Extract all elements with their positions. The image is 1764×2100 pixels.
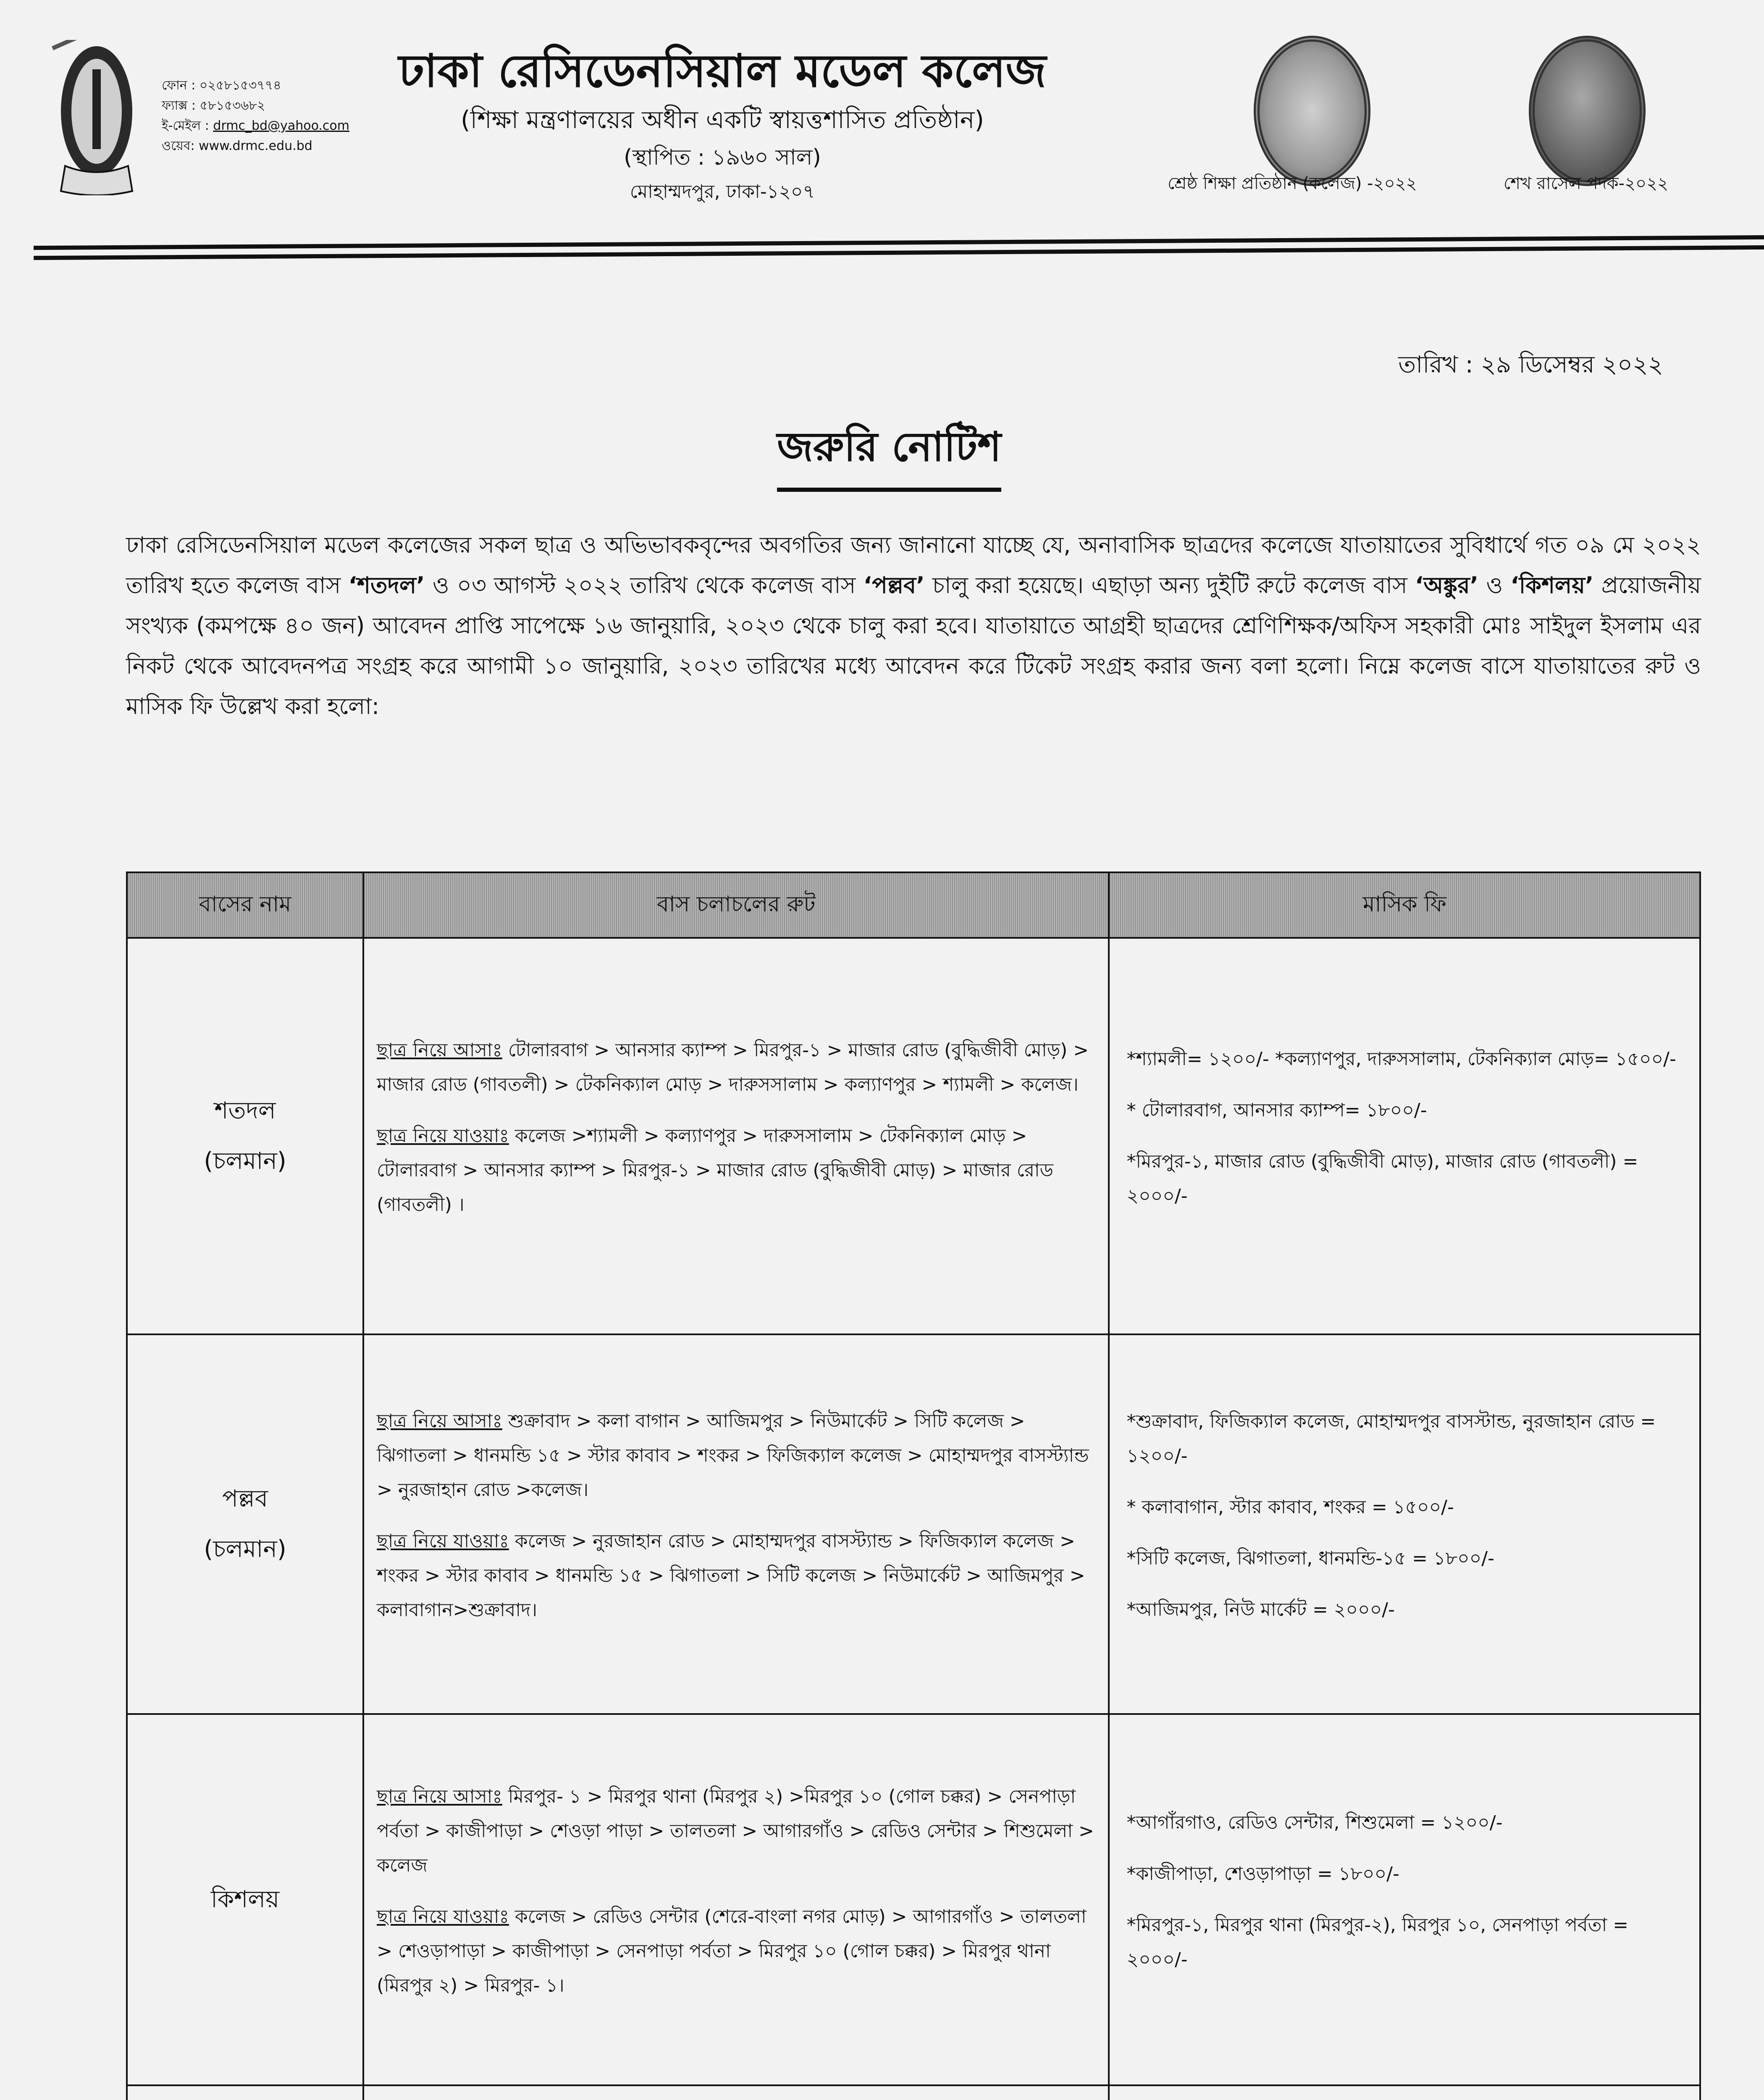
header-divider xyxy=(34,235,1764,260)
fee-item: *মিরপুর-১, মিরপুর থানা (মিরপুর-২), মিরপুর ১০, সেনপাড়া পর্বতা = ২০০০/- xyxy=(1126,1914,1629,1970)
fax-text: ফ্যাক্স : ৫৮১৫৩৬৮২ xyxy=(162,98,265,113)
fee-item: *শুক্রাবাদ, ফিজিক্যাল কলেজ, মোহাম্মদপুর বাসস্টান্ড, নুরজাহান রোড = ১২০০/- xyxy=(1126,1411,1656,1467)
table-row xyxy=(127,1714,1700,2085)
body-text: ও ০৩ আগস্ট ২০২২ তারিখ থেকে কলেজ বাস xyxy=(425,572,864,598)
drop-route: কলেজ > নুরজাহান রোড > মোহাম্মদপুর বাসস্ট্যান্ড > ফিজিক্যাল কলেজ > শংকর > স্টার কাবাব > ধানমন্ডি ১৫ > ঝিগাতলা > সিটি কলেজ > নিউমার্কেট > আজিমপুর > কলাবাগান>শুক্রাবাদ। xyxy=(377,1530,1085,1621)
bus-name-inline: ‘অঙ্কুর’ xyxy=(1415,572,1479,598)
bus-status: (চলমান) xyxy=(204,1536,286,1563)
bus-name-cell xyxy=(127,2085,363,2100)
website-text[interactable]: ওয়েব: www.drmc.edu.bd xyxy=(162,139,312,153)
route-cell xyxy=(363,2085,1109,2100)
fee-cell xyxy=(1109,2085,1700,2100)
award-caption: শ্রেষ্ঠ শিক্ষা প্রতিষ্ঠান (কলেজ) -২০২২ xyxy=(1168,174,1417,193)
drop-route: কলেজ >শ্যামলী > কল্যাণপুর > দারুসসালাম > টেকনিক্যাল মোড় > টোলারবাগ > আনসার ক্যাম্প > মিরপুর-১ > মাজার রোড (বুদ্ধিজীবী মোড়) > মাজার রোড (গাবতলী) । xyxy=(377,1125,1054,1215)
route-cell xyxy=(363,938,1109,1334)
drop-label: ছাত্র নিয়ে যাওয়াঃ xyxy=(377,1906,509,1927)
body-text: প্রয়োজনীয় সংখ্যক (কমপক্ষে ৪০ জন) আবেদন প্রাপ্তি সাপেক্ষে ১৬ জানুয়ারি, ২০২৩ থেকে চালু করা হবে। যাতায়াতে আগ্রহী ছাত্রদের শ্রেণিশিক্ষক/অফিস সহকারী মোঃ সাইদুল ইসলাম এর নিকট থেকে আবেদনপত্র সংগ্রহ করে আগামী ১০ জানুয়ারি, ২০২৩ তারিখের মধ্যে আবেদন করে টিকেট সংগ্রহ করার জন্য বলা হলো। নিম্নে কলেজ বাসে যাতায়াতের রুট ও মাসিক ফি উল্লেখ করা হলো: xyxy=(126,572,1701,719)
fee-item: *কাজীপাড়া, শেওড়াপাড়া = ১৮০০/- xyxy=(1126,1863,1399,1885)
college-address: মোহাম্মদপুর, ঢাকা-১২০৭ xyxy=(630,181,815,202)
route-cell xyxy=(363,1714,1109,2085)
drop-label: ছাত্র নিয়ে যাওয়াঃ xyxy=(377,1530,509,1552)
bus-status: (চলমান) xyxy=(204,1147,286,1175)
fee-item: *আজিমপুর, নিউ মার্কেট = ২০০০/- xyxy=(1126,1599,1395,1620)
college-logo-icon xyxy=(48,40,174,195)
bus-route-table xyxy=(126,872,1701,2100)
fee-item: * কলাবাগান, স্টার কাবাব, শংকর = ১৫০০/- xyxy=(1126,1496,1454,1518)
route-cell xyxy=(363,1334,1109,1714)
bus-name-cell xyxy=(127,1334,363,1714)
established-year: (স্থাপিত : ১৯৬০ সাল) xyxy=(624,145,821,170)
fee-item: * টোলারবাগ, আনসার ক্যাম্প= ১৮০০/- xyxy=(1126,1100,1427,1121)
award-caption: শেখ রাসেল পদক-২০২২ xyxy=(1504,174,1669,193)
notice-title: জরুরি নোটিশ xyxy=(777,416,1001,492)
bus-name-inline: ‘পল্লব’ xyxy=(863,572,925,598)
email-link[interactable]: drmc_bd@yahoo.com xyxy=(213,118,350,133)
body-text: ঢাকা রেসিডেনসিয়াল মডেল কলেজের সকল ছাত্র ও অভিভাবকবৃন্দের অবগতির জন্য জানানো যাচ্ছে যে, অনাবাসিক ছাত্রদের কলেজে যাতায়াতের সুবিধার্থে গত ০৯ মে ২০২২ তারিখ হতে কলেজ বাস xyxy=(126,532,1701,598)
pickup-label: ছাত্র নিয়ে আসাঃ xyxy=(377,1410,502,1432)
pickup-label: ছাত্র নিয়ে আসাঃ xyxy=(377,1786,502,1807)
fee-cell xyxy=(1109,938,1700,1334)
fee-cell xyxy=(1109,1334,1700,1714)
college-subtitle: (শিক্ষা মন্ত্রণালয়ের অধীন একটি স্বায়ত্তশাসিত প্রতিষ্ঠান) xyxy=(461,105,984,134)
pickup-label: ছাত্র নিয়ে আসাঃ xyxy=(377,1040,502,1061)
notice-body xyxy=(126,525,1701,727)
bus-name: শতদল xyxy=(214,1097,276,1124)
fee-item: *মিরপুর-১, মাজার রোড (বুদ্ধিজীবী মোড়), মাজার রোড (গাবতলী) = ২০০০/- xyxy=(1126,1151,1638,1207)
table-header-row xyxy=(127,872,1700,938)
drop-route: কলেজ > রেডিও সেন্টার (শেরে-বাংলা নগর মোড়) > আগারগাঁও > তালতলা > শেওড়াপাড়া > কাজীপাড়া > সেনপাড়া পর্বতা > মিরপুর ১০ (গোল চক্কর) > মিরপুর থানা (মিরপুর ২) > মিরপুর- ১। xyxy=(377,1906,1087,1996)
table-row xyxy=(127,2085,1700,2100)
header-monthly-fee: মাসিক ফি xyxy=(1109,872,1700,938)
body-text: চালু করা হয়েছে। এছাড়া অন্য দুইটি রুটে কলেজ বাস xyxy=(924,572,1415,598)
bus-name: পল্লব xyxy=(222,1485,268,1512)
bus-name-cell xyxy=(127,938,363,1334)
pickup-route: শুক্রাবাদ > কলা বাগান > আজিমপুর > নিউমার্কেট > সিটি কলেজ > ঝিগাতলা > ধানমন্ডি ১৫ > স্টার কাবাব > শংকর > ফিজিক্যাল কলেজ > মোহাম্মদপুর বাসস্ট্যান্ড > নুরজাহান রোড >কলেজ। xyxy=(377,1410,1089,1501)
email-label: ই-মেইল : xyxy=(162,118,213,133)
best-institution-medal-icon xyxy=(1254,36,1370,186)
pickup-route: টোলারবাগ > আনসার ক্যাম্প > মিরপুর-১ > মাজার রোড (বুদ্ধিজীবী মোড়) > মাজার রোড (গাবতলী) > টেকনিক্যাল মোড় > দারুসসালাম > কল্যাণপুর > শ্যামলী > কলেজ। xyxy=(377,1040,1089,1095)
table-row xyxy=(127,1334,1700,1714)
notice-date: তারিখ : ২৯ ডিসেম্বর ২০২২ xyxy=(1398,351,1663,378)
contact-info xyxy=(162,76,349,156)
phone-text: ফোন : ০২৫৮১৫৩৭৭৪ xyxy=(162,78,281,93)
fee-item: *শ্যামলী= ১২০০/- *কল্যাণপুর, দারুসসালাম, টেকনিক্যাল মোড়= ১৫০০/- xyxy=(1126,1048,1676,1070)
college-header xyxy=(344,42,1100,207)
sheikh-russel-medal-icon xyxy=(1529,36,1646,186)
email-row xyxy=(162,116,349,136)
pickup-route: মিরপুর- ১ > মিরপুর থানা (মিরপুর ২) >মিরপুর ১০ (গোল চক্কর) > সেনপাড়া পর্বতা > কাজীপাড়া > শেওড়া পাড়া > তালতলা > আগারগাঁও > রেডিও সেন্টার > শিশুমেলা > কলেজ xyxy=(377,1786,1094,1876)
bus-name-inline: ‘শতদল’ xyxy=(348,572,425,598)
table-row xyxy=(127,938,1700,1334)
fee-item: *আগাঁরগাও, রেডিও সেন্টার, শিশুমেলা = ১২০০/- xyxy=(1126,1812,1503,1833)
bus-name-cell xyxy=(127,1714,363,2085)
bus-name-inline: ‘কিশলয়’ xyxy=(1510,572,1594,598)
drop-label: ছাত্র নিয়ে যাওয়াঃ xyxy=(377,1125,509,1147)
header-route: বাস চলাচলের রুট xyxy=(363,872,1109,938)
fee-item: *সিটি কলেজ, ঝিগাতলা, ধানমন্ডি-১৫ = ১৮০০/- xyxy=(1126,1548,1494,1569)
college-name: ঢাকা রেসিডেনসিয়াল মডেল কলেজ xyxy=(399,45,1046,97)
body-text: ও xyxy=(1478,572,1511,598)
bus-name: কিশলয় xyxy=(211,1886,280,1913)
header-bus-name: বাসের নাম xyxy=(127,872,363,938)
fee-cell xyxy=(1109,1714,1700,2085)
